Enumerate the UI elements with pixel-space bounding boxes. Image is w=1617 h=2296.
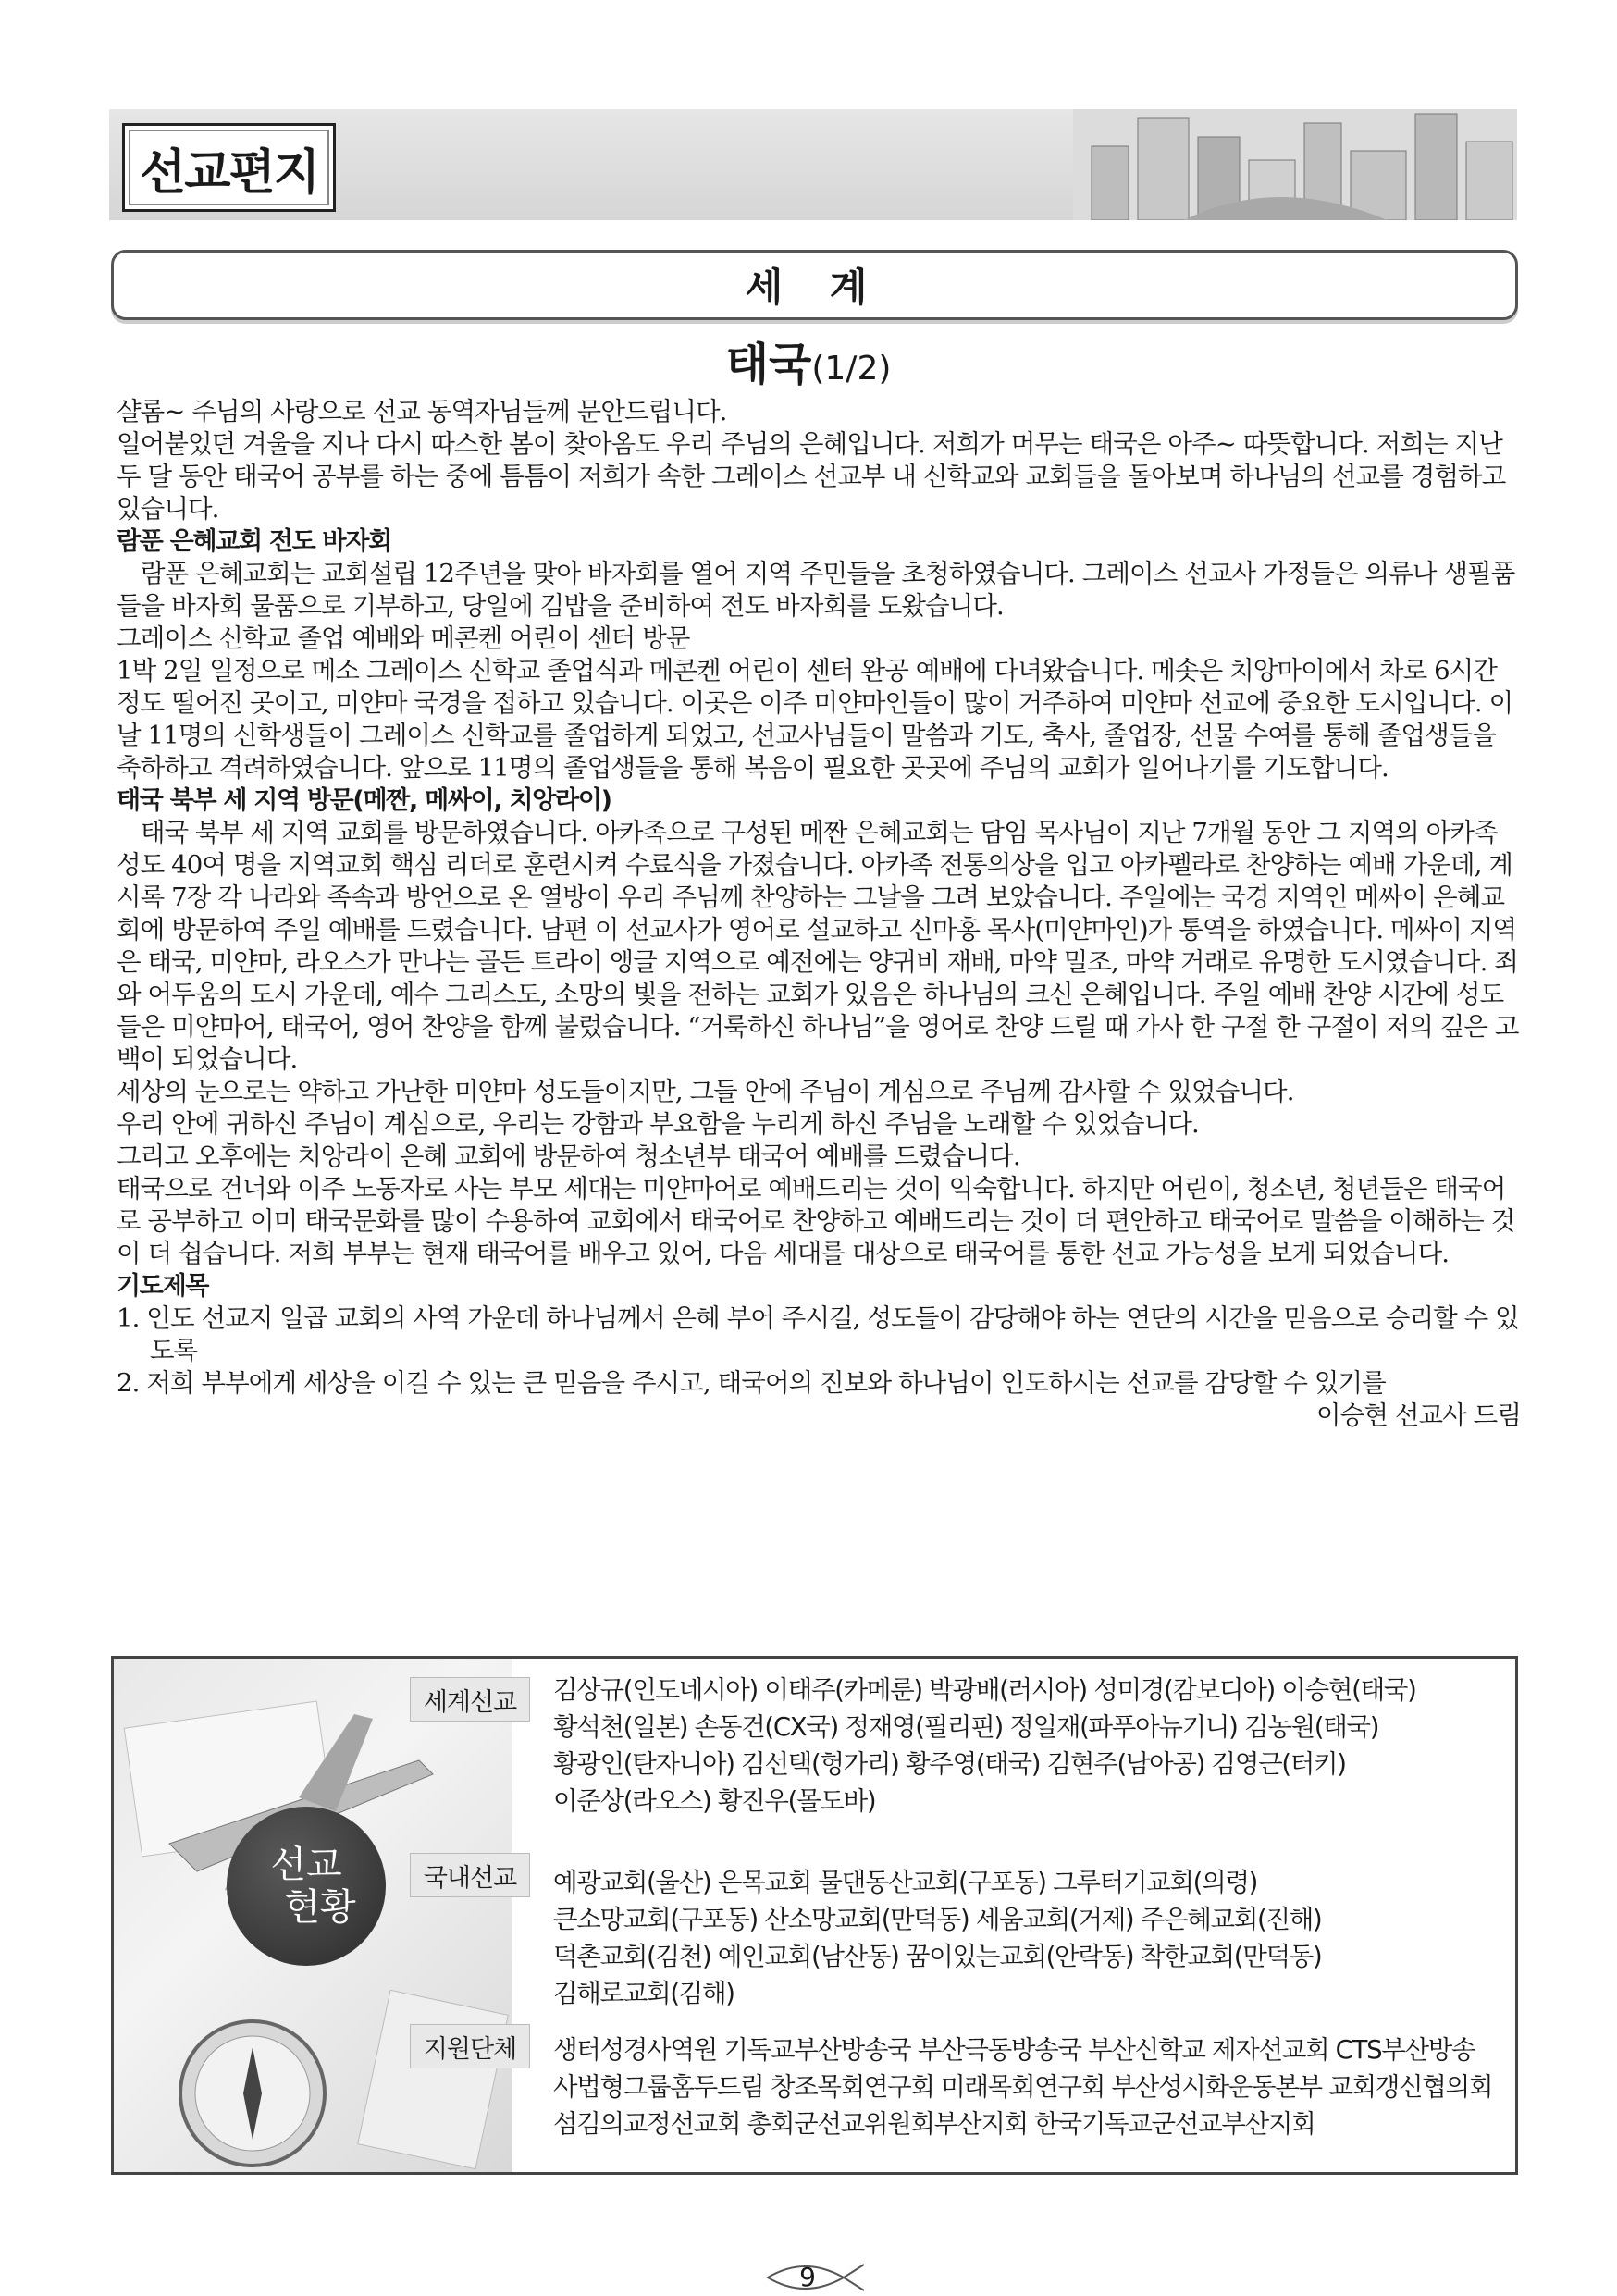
section-header-label: 선교편지 — [122, 123, 336, 212]
subsection-heading: 태국 북부 세 지역 방문(메짠, 메싸이, 치앙라이) — [117, 786, 611, 815]
mission-status-box — [111, 1656, 1518, 2175]
article-part: (1/2) — [811, 350, 892, 388]
mission-status-circle — [227, 1807, 386, 1966]
list-line: 생터성경사역원 기독교부산방송국 부산극동방송국 부산신학교 제자선교회 CTS부산방송 — [553, 2035, 1475, 2065]
category-list-support — [553, 2031, 1506, 2142]
category-label-support: 지원단체 — [410, 2024, 530, 2068]
prayer-item: 2. 저희 부부에게 세상을 이길 수 있는 큰 믿음을 주시고, 태국어의 진보와 하나님이 인도하시는 선교를 감당할 수 있기를 — [117, 1368, 1386, 1398]
category-label-domestic: 국내선교 — [410, 1853, 530, 1897]
article-title — [0, 328, 1617, 392]
list-line: 황석천(일본) 손동건(CX국) 정재영(필리핀) 정일재(파푸아뉴기니) 김농원(태국) — [553, 1712, 1379, 1742]
list-line: 덕촌교회(김천) 예인교회(남산동) 꿈이있는교회(안락동) 착한교회(만덕동) — [553, 1942, 1322, 1971]
subsection-heading: 기도제목 — [117, 1272, 209, 1301]
paragraph: 세상의 눈으로는 약하고 가난한 미얀마 성도들이지만, 그들 안에 주님이 계심으로 주님께 감사할 수 있었습니다. — [117, 1077, 1294, 1106]
category-list-domestic — [553, 1864, 1506, 2012]
list-line: 예광교회(울산) 은목교회 물댄동산교회(구포동) 그루터기교회(의령) — [553, 1868, 1258, 1897]
article-body — [117, 396, 1521, 1432]
circle-line-2: 현황 — [284, 1886, 356, 1929]
paragraph: 그레이스 신학교 졸업 예배와 메콘켄 어린이 센터 방문 — [117, 623, 690, 653]
city-skyline-illustration — [1073, 109, 1517, 220]
prayer-item: 1. 인도 선교지 일곱 교회의 사역 가운데 하나님께서 은혜 부어 주시길, 성도들이 감당해야 하는 연단의 시간을 믿음으로 승리할 수 있도록 — [117, 1303, 1519, 1365]
subsection-heading: 람푼 은혜교회 전도 바자회 — [117, 527, 391, 556]
category-label-world: 세계선교 — [410, 1677, 530, 1722]
list-line: 김해로교회(김해) — [553, 1979, 734, 2008]
category-list-world — [553, 1672, 1506, 1820]
article-title-text: 태국 — [725, 339, 812, 390]
paragraph: 우리 안에 귀하신 주님이 계심으로, 우리는 강함과 부요함을 누리게 하신 주님을 노래할 수 있었습니다. — [117, 1109, 1199, 1139]
paragraph: 태국 북부 세 지역 교회를 방문하였습니다. 아카족으로 구성된 메짠 은혜교회는 담임 목사님이 지난 7개월 동안 그 지역의 아카족 성도 40여 명을 지역교회 핵심 리더로 훈련시켜 수료식을 가졌습니다. 아카족 전통의상을 입고 아카펠라로 찬양하는 예배 가운데, 계시록 7장 각 나라와 족속과 방언으로 온 열방이 우리 주님께 찬양하는 그날을 그려 보았습니다. 주일에는 국경 지역인 메싸이 은혜교회에 방문하여 주일 예배를 드렸습니다. 남편 이 선교사가 영어로 설교하고 신마홍 목사(미얀마인)가 통역을 하였습니다. 메싸이 지역은 태국, 미얀마, 라오스가 만나는 골든 트라이 앵글 지역으로 예전에는 양귀비 재배, 마약 밀조, 마약 거래로 유명한 도시였습니다. 죄와 어두움의 도시 가운데, 예수 그리스도, 소망의 빛을 전하는 교회가 있음은 하나님의 크신 은혜입니다. 주일 예배 찬양 시간에 성도들은 미얀마어, 태국어, 영어 찬양을 함께 불렀습니다. “거룩하신 하나님”을 영어로 찬양 드릴 때 가사 한 구절 한 구절이 저의 깊은 고백이 되었습니다. — [117, 818, 1519, 1074]
section-title-box: 세 계 — [111, 250, 1518, 320]
list-line: 이준상(라오스) 황진우(몰도바) — [553, 1786, 876, 1816]
mission-illustration — [114, 1659, 512, 2172]
list-line: 사법형그룹홈두드림 창조목회연구회 미래목회연구회 부산성시화운동본부 교회갱신협의회 — [553, 2072, 1493, 2102]
paragraph: 그리고 오후에는 치앙라이 은혜 교회에 방문하여 청소년부 태국어 예배를 드렸습니다. — [117, 1142, 1020, 1171]
list-line: 섬김의교정선교회 총회군선교위원회부산지회 한국기독교군선교부산지회 — [553, 2109, 1315, 2139]
list-line: 큰소망교회(구포동) 산소망교회(만덕동) 세움교회(거제) 주은혜교회(진해) — [553, 1905, 1322, 1934]
page-number-text: 9 — [799, 2262, 816, 2292]
circle-line-1: 선교 — [270, 1844, 342, 1886]
paragraph: 얼어붙었던 겨울을 지나 다시 따스한 봄이 찾아옴도 우리 주님의 은혜입니다. 저희가 머무는 태국은 아주~ 따뜻합니다. 저희는 지난 두 달 동안 태국어 공부를 하는 중에 틈틈이 저희가 속한 그레이스 선교부 내 신학교와 교회들을 돌아보며 하나님의 선교를 경험하고 있습니다. — [117, 429, 1506, 524]
signature: 이승현 선교사 드림 — [1315, 1401, 1521, 1430]
list-line: 김상규(인도네시아) 이태주(카메룬) 박광배(러시아) 성미경(캄보디아) 이승현(태국) — [553, 1675, 1416, 1705]
paragraph: 람푼 은혜교회는 교회설립 12주년을 맞아 바자회를 열어 지역 주민들을 초청하였습니다. 그레이스 선교사 가정들은 의류나 생필품들을 바자회 물품으로 기부하고, 당일에 김밥을 준비하여 전도 바자회를 도왔습니다. — [117, 559, 1515, 621]
page-number — [759, 2259, 870, 2296]
list-line: 황광인(탄자니아) 김선택(헝가리) 황주영(태국) 김현주(남아공) 김영근(터키) — [553, 1749, 1346, 1779]
paragraph: 태국으로 건너와 이주 노동자로 사는 부모 세대는 미얀마어로 예배드리는 것이 익숙합니다. 하지만 어린이, 청소년, 청년들은 태국어로 공부하고 이미 태국문화를 많이 수용하여 교회에서 태국어로 찬양하고 예배드리는 것이 더 편안하고 태국어로 말씀을 이해하는 것이 더 쉽습니다. 저희 부부는 현재 태국어를 배우고 있어, 다음 세대를 대상으로 태국어를 통한 선교 가능성을 보게 되었습니다. — [117, 1174, 1515, 1268]
paragraph: 1박 2일 일정으로 메소 그레이스 신학교 졸업식과 메콘켄 어린이 센터 완공 예배에 다녀왔습니다. 메솟은 치앙마이에서 차로 6시간 정도 떨어진 곳이고, 미얀마 국경을 접하고 있습니다. 이곳은 이주 미얀마인들이 많이 거주하여 미얀마 선교에 중요한 도시입니다. 이날 11명의 신학생들이 그레이스 신학교를 졸업하게 되었고, 선교사님들이 말씀과 기도, 축사, 졸업장, 선물 수여를 통해 졸업생들을 축하하고 격려하였습니다. 앞으로 11명의 졸업생들을 통해 복음이 필요한 곳곳에 주님의 교회가 일어나기를 기도합니다. — [117, 656, 1513, 783]
paragraph: 샬롬~ 주님의 사랑으로 선교 동역자님들께 문안드립니다. — [117, 397, 727, 426]
